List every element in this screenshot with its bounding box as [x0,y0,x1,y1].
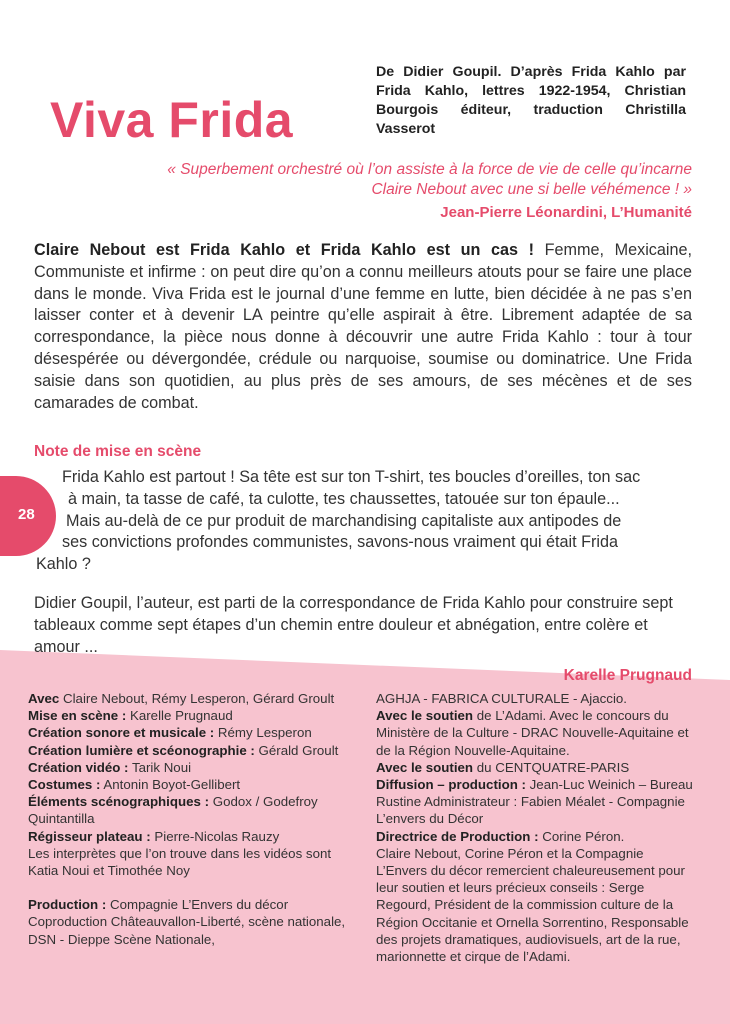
credit-text: Claire Nebout, Rémy Lesperon, Gérard Groult [59,691,335,706]
credit-line [376,828,698,845]
credit-line [376,776,698,828]
director-signature: Karelle Prugnaud [563,667,692,684]
credit-label: Directrice de Production : [376,828,539,844]
credit-line [28,845,358,879]
credit-label: Production : [28,897,107,913]
credit-text: Gérald Groult [254,742,339,758]
credit-line [376,690,698,707]
intro-lead: Claire Nebout est Frida Kahlo et Frida Kahlo est un cas ! [34,241,535,259]
credit-text: Godox / Godefroy Quintantilla [28,794,318,827]
byline: De Didier Goupil. D’après Frida Kahlo par Frida Kahlo, lettres 1922-1954, Christian Bourgois éditeur, traduction Christilla Vasserot [376,64,686,137]
credit-text: AGHJA - FABRICA CULTURALE - Ajaccio. [376,691,627,706]
credit-text: Compagnie L’Envers du décor [106,897,289,913]
credit-text: Antonin Boyot-Gellibert [100,777,241,793]
credit-label: Costumes : [28,777,101,793]
note-line: Frida Kahlo est partout ! Sa tête est sur ton T-shirt, tes boucles d’oreilles, ton sac [62,468,641,486]
quote-author: Jean-Pierre Léonardini, L’Humanité [440,204,692,221]
intro-text: Femme, Mexicaine, Communiste et infirme : on peut dire qu’on a connu meilleurs atouts pour se faire une place dans le monde. Viva Frida est le journal d’une femme en lutte, bien décidée à ne pas s’en laisser conter et à devenir LA peintre qu’elle aspirait à être. Librement adaptée de sa correspondance, la pièce nous donne à découvrir une autre Frida Kahlo : tour à tour désespérée ou dévergondée, crédule ou narquoise, soumise ou dominatrice. Une Frida saisie dans son quotidien, au plus près de ses amours, de ses mécènes et de ses camarades de combat. [34,241,692,412]
credit-text: Karelle Prugnaud [126,708,233,724]
credit-line [28,896,358,913]
credit-text: Claire Nebout, Corine Péron et la Compagnie L’Envers du décor remercient chaleureusement pour leur soutien et leurs précieux conseils : Serge Regourd, Président de la commission culture de la Région Occitanie et Ornella Sorrentino, Responsable des projets dramatiques, audiovisuels, art de la rue, marionnette et cirque de l’Adami. [376,845,689,965]
credit-text: Corine Péron. [538,828,625,844]
credit-label: Régisseur plateau : [28,828,151,844]
credit-line [376,707,698,759]
credit-label: Avec le soutien [376,708,474,724]
credit-label: Création sonore et musicale : [28,725,215,741]
credit-line [28,776,358,793]
spacer [28,879,358,896]
page-number: 28 [18,506,35,523]
credit-text: Rémy Lesperon [214,725,312,741]
note-paragraph-2: Didier Goupil, l’auteur, est parti de la correspondance de Frida Kahlo pour construire sept tableaux comme sept étapes d’un chemin entre douleur et abnégation, entre colère et amour ... [34,594,673,656]
credits-left-column [28,690,358,948]
page-title: Viva Frida [50,92,294,148]
credit-line [28,690,358,707]
credit-line [376,759,698,776]
credit-line [28,724,358,741]
credit-line [28,742,358,759]
credit-text: de L’Adami. Avec le concours du Ministère de la Culture - DRAC Nouvelle-Aquitaine et de la Région Nouvelle-Aquitaine. [376,708,689,758]
credit-line [28,793,358,827]
note-line: à main, ta tasse de café, ta culotte, tes chaussettes, tatouée sur ton épaule... [68,489,620,508]
note-paragraph [36,467,692,576]
credit-line [28,759,358,776]
note-line: ses convictions profondes communistes, savons-nous vraiment qui était Frida [62,533,619,552]
credit-label: Diffusion – production : [376,777,526,793]
credit-line [28,828,358,845]
credit-label: Création lumière et scéonographie : [28,742,255,758]
press-quote-line-2: Claire Nebout avec une si belle véhémence ! » [371,181,692,198]
credit-label: Mise en scène : [28,708,127,724]
credit-text: Tarik Noui [128,759,192,775]
note-line: Mais au-delà de ce pur produit de marchandising capitaliste aux antipodes de [66,511,622,530]
credits-right-column [376,690,698,965]
credit-label: Éléments scénographiques : [28,794,210,810]
credit-line [28,707,358,724]
press-quote [72,160,692,200]
credit-line: Coproduction Châteauvallon-Liberté, scène nationale, DSN - Dieppe Scène Nationale, [28,914,346,947]
credit-label: Création vidéo : [28,759,129,775]
credit-text: Les interprètes que l’on trouve dans les vidéos sont Katia Noui et Timothée Noy [28,845,332,879]
intro-paragraph [34,240,692,414]
section-heading: Note de mise en scène [34,443,202,460]
press-quote-line-1: « Superbement orchestré où l’on assiste à la force de vie de celle qu’incarne [167,161,692,178]
credit-text: du CENTQUATRE-PARIS [473,759,630,775]
credit-text: Jean-Luc Weinich – Bureau Rustine Administrateur : Fabien Méalet - Compagnie L’envers du Décor [376,777,693,827]
credit-line [376,845,698,965]
credit-text: Pierre-Nicolas Rauzy [150,828,280,844]
credit-label: Avec [28,691,60,706]
note-line: Kahlo ? [36,555,91,574]
credit-label: Avec le soutien [376,759,474,775]
